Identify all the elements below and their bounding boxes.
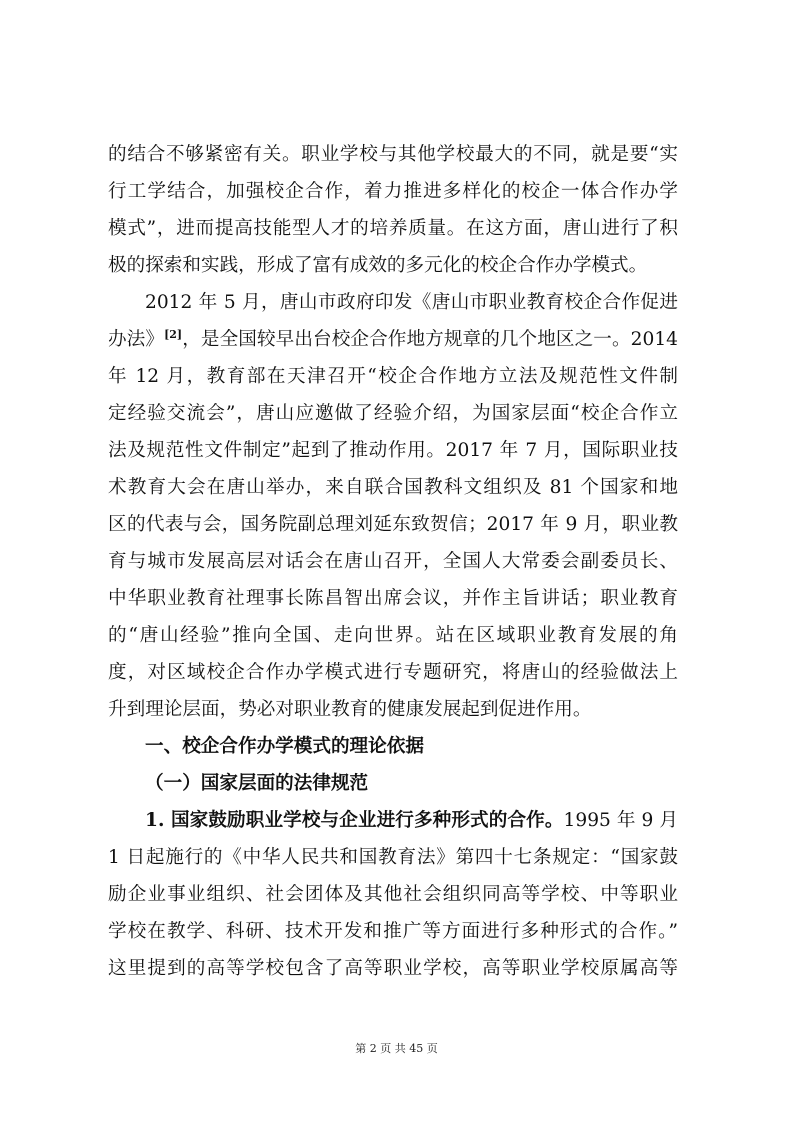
paragraph2-line-with-citation xyxy=(108,321,678,358)
paragraph1-line: 的结合不够紧密有关。职业学校与其他学校最大的不同，就是要“实 xyxy=(108,144,678,165)
body-text xyxy=(108,136,678,987)
paragraph2-text: 办法》 xyxy=(108,329,165,350)
subsection-heading: （一）国家层面的法律规范 xyxy=(145,773,369,794)
paragraph2-line: 术教育大会在唐山举办，来自联合国教科文组织及 81 个国家和地 xyxy=(108,477,678,498)
paragraph2-line: 育与城市发展高层对话会在唐山召开，全国人大常委会副委员长、 xyxy=(108,551,678,572)
paragraph2-line: 中华职业教育社理事长陈昌智出席会议，并作主旨讲话；职业教育 xyxy=(108,588,678,609)
paragraph1-line: 极的探索和实践，形成了富有成效的多元化的校企合作办学模式。 xyxy=(108,255,648,276)
paragraph3-lead: 1. 国家鼓励职业学校与企业进行多种形式的合作。 xyxy=(145,810,564,831)
paragraph3-line: 1 日起施行的《中华人民共和国教育法》第四十七条规定：“国家鼓 xyxy=(108,847,678,868)
section-heading: 一、校企合作办学模式的理论依据 xyxy=(145,736,424,757)
paragraph1-line: 模式”，进而提高技能型人才的培养质量。在这方面，唐山进行了积 xyxy=(108,218,678,239)
paragraph2-line: 度，对区域校企合作办学模式进行专题研究，将唐山的经验做法上 xyxy=(108,662,678,683)
page-footer xyxy=(0,1040,793,1056)
paragraph2-line: 2012 年 5 月，唐山市政府印发《唐山市职业教育校企合作促进 xyxy=(145,292,678,313)
paragraph2-line: 升到理论层面，势必对职业教育的健康发展起到促进作用。 xyxy=(108,699,592,720)
paragraph3-line: 这里提到的高等学校包含了高等职业学校，高等职业学校原属高等 xyxy=(108,958,678,979)
citation-reference[interactable]: [2] xyxy=(164,328,183,341)
paragraph2-line: 的“唐山经验”推向全国、走向世界。站在区域职业教育发展的角 xyxy=(108,625,678,646)
paragraph2-line: 区的代表与会，国务院副总理刘延东致贺信；2017 年 9 月，职业教 xyxy=(108,514,678,535)
paragraph2-line: 年 12 月，教育部在天津召开“校企合作地方立法及规范性文件制 xyxy=(108,366,678,387)
paragraph2-line: 定经验交流会”，唐山应邀做了经验介绍，为国家层面“校企合作立 xyxy=(108,403,678,424)
paragraph2-text: ，是全国较早出台校企合作地方规章的几个地区之一。2014 xyxy=(182,329,678,350)
paragraph1-line: 行工学结合，加强校企合作，着力推进多样化的校企一体合作办学 xyxy=(108,181,678,202)
page-number-label: 第 2 页 共 45 页 xyxy=(355,1042,438,1055)
paragraph2-line: 法及规范性文件制定”起到了推动作用。2017 年 7 月，国际职业技 xyxy=(108,440,678,461)
paragraph3-line: 学校在教学、科研、技术开发和推广等方面进行多种形式的合作。” xyxy=(108,921,678,942)
paragraph3-line: 励企业事业组织、社会团体及其他社会组织同高等学校、中等职业 xyxy=(108,884,678,905)
paragraph3-text: 1995 年 9 月 xyxy=(563,810,678,831)
paragraph3-line xyxy=(108,802,678,839)
